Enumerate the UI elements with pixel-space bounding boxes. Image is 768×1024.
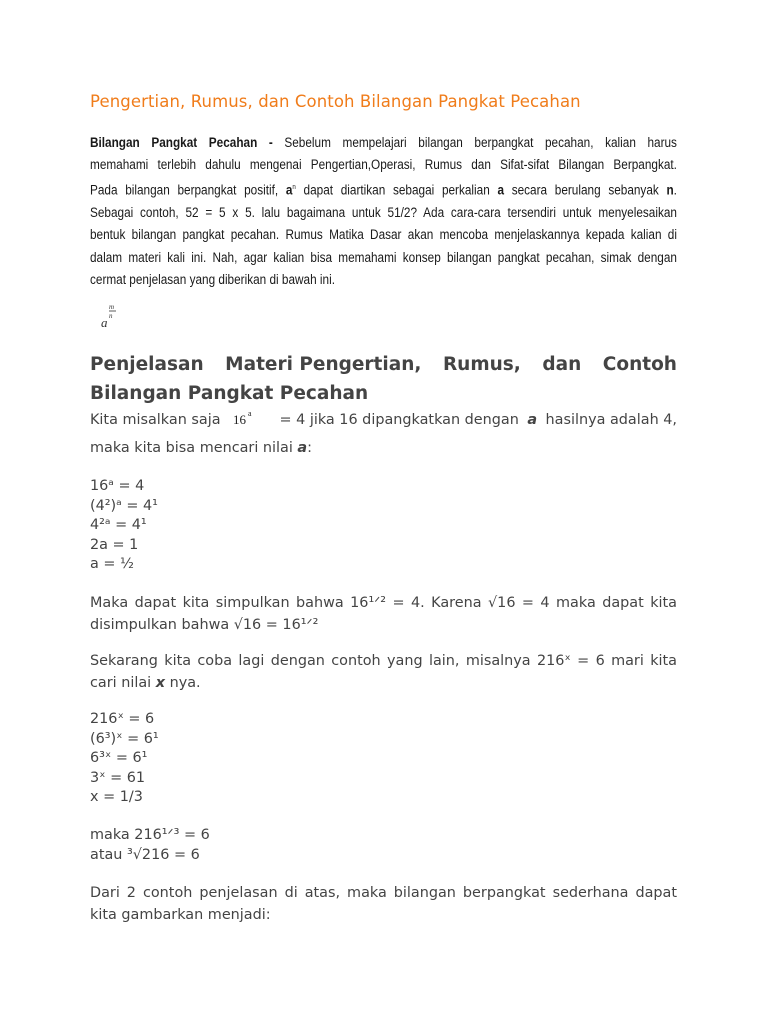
paragraph-example-1	[90, 409, 677, 459]
equation: 3ˣ = 61	[90, 769, 146, 786]
paragraph-line	[90, 672, 677, 694]
equation: maka 216¹ᐟ³ = 6	[90, 827, 210, 843]
intro-text: dapat diartikan sebagai perkalian	[295, 182, 498, 198]
intro-text: .	[673, 182, 677, 198]
intro-text: Sebagai contoh, 52 = 5 x 5. lalu bagaimana untuk 51/2? Ada cara-cara tersendiri untuk menyelesaikan	[90, 204, 677, 220]
paragraph-line	[90, 614, 677, 636]
intro-text: Sebelum mempelajari bilangan berpangkat pecahan, kalian harus	[272, 135, 677, 150]
equation: atau ³√216 = 6	[90, 846, 200, 863]
var-a: a	[527, 412, 538, 428]
heading-word: dan	[542, 354, 582, 375]
equation: 4²ᵃ = 4¹	[90, 517, 147, 534]
text: hasilnya adalah 4,	[545, 412, 677, 428]
equation-list-1	[90, 477, 158, 575]
var-a: a	[285, 182, 293, 198]
fractional-exponent-formula	[100, 300, 130, 332]
equation: 216ˣ = 6	[90, 711, 155, 727]
intro-text: secara berulang sebanyak	[504, 182, 667, 198]
text: Sekarang kita coba lagi dengan contoh yang lain, misalnya 216ˣ = 6 mari kita	[90, 653, 677, 669]
paragraph-line	[90, 437, 677, 459]
power-16-a	[229, 409, 271, 429]
text: nya.	[165, 675, 201, 691]
heading-word: Rumus,	[442, 354, 521, 375]
formula-denominator: n	[109, 312, 113, 320]
heading-word: Penjelasan	[90, 354, 204, 375]
heading-word: Contoh	[602, 354, 677, 375]
text: maka kita bisa mencari nilai	[90, 440, 298, 456]
paragraph-line	[90, 882, 677, 904]
power-base: 16	[233, 412, 246, 427]
equation-list-2	[90, 710, 159, 808]
intro-line	[90, 202, 677, 224]
section-heading	[90, 350, 677, 408]
intro-line	[90, 132, 677, 154]
intro-line	[90, 269, 677, 291]
paragraph-line	[90, 650, 677, 672]
paragraph-example-2	[90, 650, 677, 694]
equation: 16ᵃ = 4	[90, 478, 145, 494]
formula-numerator: m	[109, 303, 115, 311]
text: :	[307, 440, 312, 456]
intro-text: Pada bilangan berpangkat positif,	[90, 182, 286, 198]
paragraph-summary	[90, 882, 677, 926]
equation: x = 1/3	[90, 789, 143, 806]
intro-line	[90, 247, 677, 269]
text: Kita misalkan saja	[90, 412, 221, 428]
page-title: Pengertian, Rumus, dan Contoh Bilangan Pangkat Pecahan	[90, 92, 581, 111]
text: Dari 2 contoh penjelasan di atas, maka bilangan berpangkat sederhana dapat	[90, 885, 677, 901]
intro-text: bentuk bilangan pangkat pecahan. Rumus Matika Dasar akan mencoba menjelaskannya kepada kalian di	[90, 227, 677, 243]
equation: 2a = 1	[90, 536, 139, 553]
intro-line	[90, 177, 677, 202]
equation: (6³)ˣ = 6¹	[90, 730, 159, 747]
intro-bold-lead: Bilangan Pangkat Pecahan -	[90, 135, 273, 150]
text: Maka dapat kita simpulkan bahwa 16¹ᐟ² = 4. Karena √16 = 4 maka dapat kita	[90, 595, 677, 611]
var-a: a	[497, 182, 505, 198]
equation: (4²)ᵃ = 4¹	[90, 497, 158, 514]
intro-paragraph	[90, 132, 677, 291]
intro-text: memahami terlebih dahulu mengenai Pengertian,Operasi, Rumus dan Sifat-sifat Bilangan Berpangkat.	[90, 157, 677, 173]
formula-base: a	[101, 315, 108, 330]
text: disimpulkan bahwa √16 = 16¹ᐟ²	[90, 617, 319, 633]
text: = 4 jika 16 dipangkatkan dengan	[279, 412, 519, 428]
var-a: a	[297, 440, 308, 456]
heading-word: Materi Pengertian,	[225, 354, 422, 375]
equation-list-3	[90, 826, 210, 865]
paragraph-line	[90, 904, 677, 926]
var-x: x	[155, 675, 166, 691]
text: kita gambarkan menjadi:	[90, 907, 271, 923]
intro-line	[90, 154, 677, 176]
paragraph-conclusion-1	[90, 592, 677, 636]
equation: 6³ˣ = 6¹	[90, 750, 148, 767]
text: cari nilai	[90, 675, 156, 691]
intro-text: cermat penjelasan yang diberikan di bawah ini.	[90, 271, 335, 287]
paragraph-line	[90, 409, 677, 431]
equation: a = ½	[90, 556, 134, 573]
power-exponent: a	[248, 409, 252, 418]
section-heading-line: Bilangan Pangkat Pecahan	[90, 383, 369, 404]
section-heading-line	[90, 350, 677, 379]
var-n: n	[666, 182, 674, 198]
intro-text: dalam materi kali ini. Nah, agar kalian bisa memahami konsep bilangan pangkat pecahan, simak dengan	[90, 249, 677, 265]
paragraph-line	[90, 592, 677, 614]
exp-n: n	[292, 183, 296, 191]
intro-line	[90, 224, 677, 246]
